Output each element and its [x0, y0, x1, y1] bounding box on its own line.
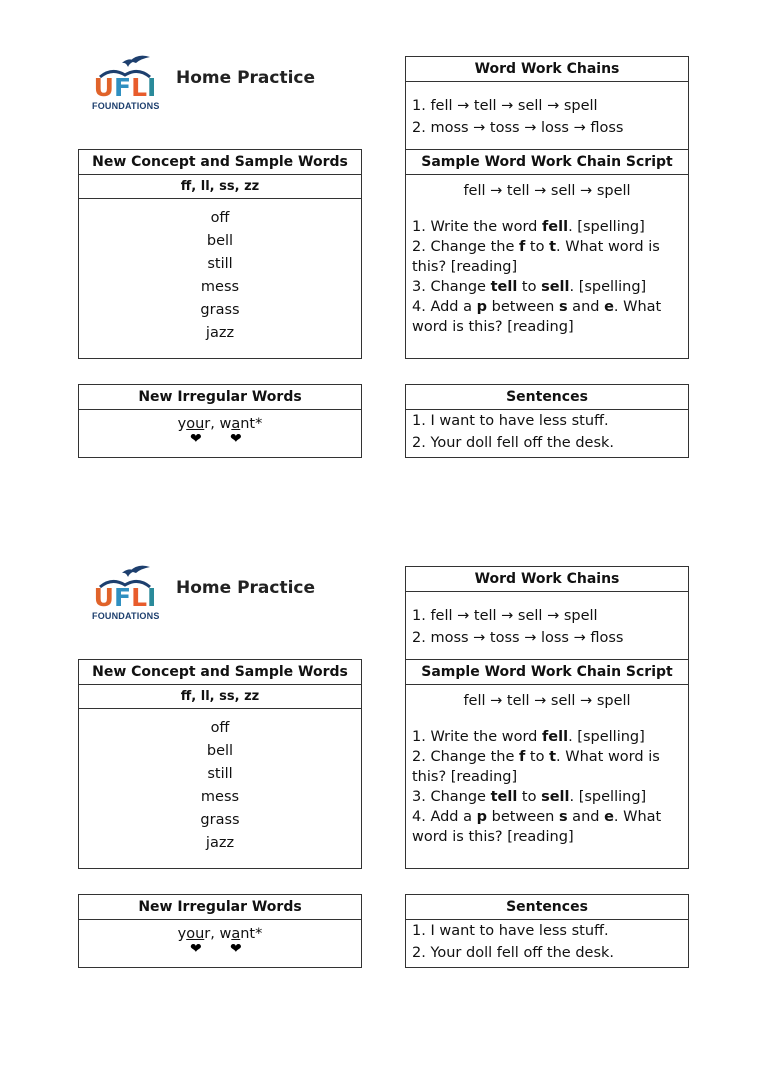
pattern-label: ff, ll, ss, zz	[79, 685, 361, 709]
heart-icon: ❤	[190, 941, 202, 957]
word-chains-list	[406, 82, 688, 143]
word-chains-header: Word Work Chains	[406, 567, 688, 592]
heart-markers	[79, 943, 361, 959]
sample-word: off	[210, 720, 230, 736]
chain-item: 2. moss → toss → loss → floss	[412, 119, 624, 136]
practice-sheet-top	[0, 55, 768, 565]
word-chains-box	[405, 56, 689, 150]
sentences-header: Sentences	[406, 385, 688, 410]
script-step: 3. Change tell to sell. [spelling]	[412, 279, 647, 295]
sample-words-list	[79, 709, 361, 855]
script-step: 1. Write the word fell. [spelling]	[412, 729, 645, 745]
word-chains-header: Word Work Chains	[406, 57, 688, 82]
logo-subtitle: FOUNDATIONS	[92, 101, 160, 111]
script-step: 3. Change tell to sell. [spelling]	[412, 789, 647, 805]
chain-script-header: Sample Word Work Chain Script	[406, 660, 688, 685]
ufli-logo	[92, 565, 158, 635]
script-step: 2. Change the f to t. What word is this? [reading]	[412, 749, 660, 785]
script-steps	[406, 217, 688, 337]
sentences-list	[406, 410, 688, 458]
sample-word: still	[207, 256, 233, 272]
sample-word: bell	[206, 743, 234, 759]
logo-wordmark: UFLI	[93, 583, 157, 612]
heart-icon: ❤	[190, 431, 202, 447]
sample-word: off	[210, 210, 230, 226]
word-chains-box	[405, 566, 689, 660]
sample-word: grass	[200, 812, 240, 828]
sentences-list	[406, 920, 688, 968]
script-step: 1. Write the word fell. [spelling]	[412, 219, 645, 235]
sample-word: mess	[200, 789, 240, 805]
chain-item: 1. fell → tell → sell → spell	[412, 608, 598, 624]
sentence-item: 2. Your doll fell off the desk.	[412, 434, 615, 451]
chain-item: 1. fell → tell → sell → spell	[412, 98, 598, 114]
sentence-item: 1. I want to have less stuff.	[412, 413, 609, 429]
sentence-item: 1. I want to have less stuff.	[412, 923, 609, 939]
word-chains-list	[406, 592, 688, 653]
script-step: 4. Add a p between s and e. What word is this? [reading]	[412, 299, 662, 335]
logo-subtitle: FOUNDATIONS	[92, 611, 160, 621]
irregular-words-line: your, want*	[177, 416, 263, 432]
sample-word: grass	[200, 302, 240, 318]
chain-script-header: Sample Word Work Chain Script	[406, 150, 688, 175]
chain-script-box	[405, 149, 689, 359]
new-concept-box	[78, 659, 362, 869]
heart-markers	[79, 433, 361, 449]
sample-word: mess	[200, 279, 240, 295]
page-title: Home Practice	[176, 578, 316, 598]
chain-script-box	[405, 659, 689, 869]
sentences-box	[405, 384, 689, 458]
new-concept-header: New Concept and Sample Words	[79, 150, 361, 175]
script-chain: fell → tell → sell → spell	[463, 183, 631, 199]
script-step: 2. Change the f to t. What word is this? [reading]	[412, 239, 660, 275]
script-step: 4. Add a p between s and e. What word is this? [reading]	[412, 809, 662, 845]
sample-word: jazz	[205, 325, 235, 341]
script-steps	[406, 727, 688, 847]
irregular-words-box	[78, 894, 362, 968]
new-concept-header: New Concept and Sample Words	[79, 660, 361, 685]
sentences-header: Sentences	[406, 895, 688, 920]
logo-wordmark: UFLI	[93, 73, 157, 102]
page-title: Home Practice	[176, 68, 316, 88]
sample-word: bell	[206, 233, 234, 249]
chain-item: 2. moss → toss → loss → floss	[412, 629, 624, 646]
pattern-label: ff, ll, ss, zz	[79, 175, 361, 199]
sentence-item: 2. Your doll fell off the desk.	[412, 944, 615, 961]
sample-words-list	[79, 199, 361, 345]
irregular-words-line: your, want*	[177, 926, 263, 942]
script-chain: fell → tell → sell → spell	[463, 693, 631, 709]
irregular-words-header: New Irregular Words	[79, 385, 361, 410]
practice-sheet-bottom	[0, 565, 768, 1075]
new-concept-box	[78, 149, 362, 359]
ufli-logo	[92, 55, 158, 125]
irregular-words-box	[78, 384, 362, 458]
heart-icon: ❤	[230, 431, 242, 447]
heart-icon: ❤	[230, 941, 242, 957]
sentences-box	[405, 894, 689, 968]
sample-word: still	[207, 766, 233, 782]
irregular-words-header: New Irregular Words	[79, 895, 361, 920]
sample-word: jazz	[205, 835, 235, 851]
